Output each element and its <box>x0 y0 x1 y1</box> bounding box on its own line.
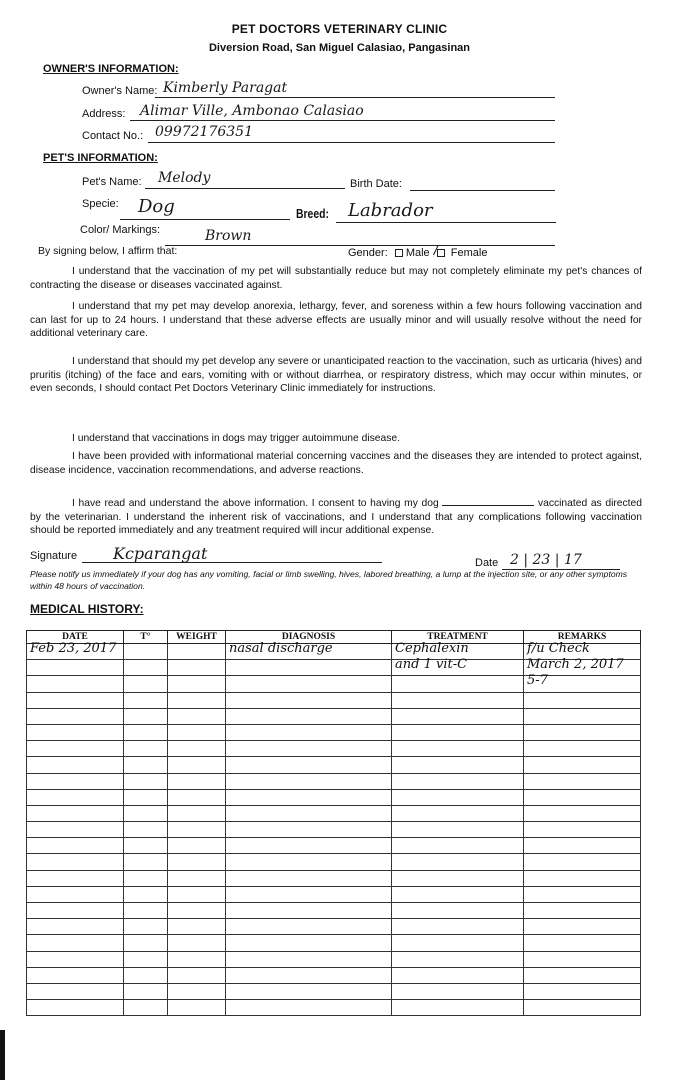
cell-date[interactable] <box>27 983 124 999</box>
consent-p5-text: I have been provided with informational material concerning vaccines and the diseases they are intended to protect against, disease incidence, vaccination recommendations, and adverse reactions. <box>30 451 642 476</box>
cell-weight[interactable] <box>168 903 226 919</box>
cell-remarks[interactable] <box>524 967 641 983</box>
birth-date-line <box>410 190 555 191</box>
table-row <box>27 854 641 870</box>
cell-date[interactable] <box>27 919 124 935</box>
table-row <box>27 838 641 854</box>
cell-weight[interactable] <box>168 967 226 983</box>
cell-weight[interactable] <box>168 757 226 773</box>
consent-p2-text: I understand that my pet may develop anorexia, lethargy, fever, and soreness within a few hours following vaccination and can last for up to 24 hours. I understand that these adverse effects are usually minor and will usually resolve without the need for additional veterinary care. <box>30 301 642 339</box>
cell-remarks[interactable] <box>524 935 641 951</box>
owner-address-line <box>130 120 555 121</box>
cell-date[interactable] <box>27 660 124 676</box>
pet-name-value[interactable]: Melody <box>158 170 211 186</box>
table-row <box>27 903 641 919</box>
owner-name-label: Owner's Name: <box>82 85 158 97</box>
cell-treatment[interactable] <box>392 967 524 983</box>
consent-intro: By signing below, I affirm that: <box>38 245 178 257</box>
cell-diagnosis[interactable] <box>226 935 392 951</box>
cell-temp[interactable] <box>124 741 168 757</box>
cell-diagnosis[interactable] <box>226 870 392 886</box>
cell-temp[interactable] <box>124 919 168 935</box>
table-row <box>27 886 641 902</box>
cell-weight[interactable] <box>168 822 226 838</box>
cell-temp[interactable] <box>124 724 168 740</box>
cell-diagnosis[interactable] <box>226 692 392 708</box>
signature-label: Signature <box>30 550 78 562</box>
consent-paragraph-5 <box>30 450 642 477</box>
cell-diagnosis[interactable] <box>226 724 392 740</box>
cell-date[interactable] <box>27 773 124 789</box>
cell-treatment[interactable] <box>392 773 524 789</box>
table-row <box>27 724 641 740</box>
cell-temp[interactable] <box>124 822 168 838</box>
cell-remarks[interactable] <box>524 741 641 757</box>
table-row <box>27 805 641 821</box>
cell-treatment[interactable] <box>392 951 524 967</box>
consent-paragraph-4 <box>30 432 642 446</box>
cell-temp[interactable] <box>124 854 168 870</box>
table-row <box>27 741 641 757</box>
cell-weight[interactable] <box>168 724 226 740</box>
cell-diagnosis[interactable] <box>226 967 392 983</box>
cell-date[interactable] <box>27 724 124 740</box>
cell-diagnosis[interactable] <box>226 757 392 773</box>
cell-diagnosis[interactable] <box>226 838 392 854</box>
cell-date[interactable] <box>27 870 124 886</box>
cell-temp[interactable] <box>124 660 168 676</box>
cell-treatment[interactable] <box>392 935 524 951</box>
cell-remarks[interactable] <box>524 692 641 708</box>
breed-value[interactable]: Labrador <box>348 200 433 221</box>
cell-date[interactable] <box>27 676 124 692</box>
table-row <box>27 870 641 886</box>
col-weight-header: WEIGHT <box>168 631 226 644</box>
col-temp-header: T° <box>124 631 168 644</box>
cell-diagnosis[interactable] <box>226 708 392 724</box>
scan-edge-mark <box>0 1030 5 1080</box>
specie-label: Specie: <box>82 198 119 210</box>
table-row <box>27 935 641 951</box>
owner-name-value[interactable]: Kimberly Paragat <box>163 80 288 96</box>
cell-remarks[interactable] <box>524 757 641 773</box>
cell-temp[interactable] <box>124 789 168 805</box>
cell-remarks[interactable] <box>524 789 641 805</box>
cell-diagnosis[interactable] <box>226 641 392 660</box>
clinic-name: PET DOCTORS VETERINARY CLINIC <box>231 22 448 36</box>
cell-treatment[interactable] <box>392 789 524 805</box>
owner-address-label: Address: <box>82 108 126 120</box>
cell-treatment[interactable] <box>392 886 524 902</box>
cell-diagnosis[interactable] <box>226 903 392 919</box>
cell-temp[interactable] <box>124 838 168 854</box>
owner-contact-value[interactable]: 09972176351 <box>155 124 253 140</box>
cell-remarks[interactable] <box>524 983 641 999</box>
cell-treatment[interactable] <box>392 1000 524 1016</box>
cell-diagnosis[interactable] <box>226 741 392 757</box>
table-row <box>27 983 641 999</box>
pet-name-line <box>145 188 345 189</box>
specie-line <box>120 219 290 220</box>
consent-p6-start: I have read and understand the above information. I consent to having my dog <box>72 498 439 509</box>
cell-treatment[interactable] <box>392 657 524 676</box>
date-label: Date <box>475 557 499 569</box>
cell-diagnosis[interactable] <box>226 676 392 692</box>
cell-treatment[interactable] <box>392 724 524 740</box>
cell-remarks[interactable] <box>524 773 641 789</box>
cell-remarks[interactable] <box>524 724 641 740</box>
consent-paragraph-2 <box>30 300 642 341</box>
cell-treatment[interactable] <box>392 692 524 708</box>
table-row <box>27 660 641 676</box>
cell-weight[interactable] <box>168 983 226 999</box>
cell-treatment[interactable] <box>392 805 524 821</box>
cell-date[interactable] <box>27 641 124 660</box>
signature-value[interactable]: Kcparangat <box>113 544 208 563</box>
cell-date[interactable] <box>27 886 124 902</box>
cell-weight[interactable] <box>168 886 226 902</box>
female-label: Female <box>450 247 488 259</box>
cell-date[interactable] <box>27 838 124 854</box>
cell-temp[interactable] <box>124 951 168 967</box>
cell-temp[interactable] <box>124 773 168 789</box>
breed-label: Breed: <box>296 206 329 221</box>
cell-temp[interactable] <box>124 644 168 660</box>
cell-diagnosis[interactable] <box>226 1000 392 1016</box>
cell-treatment[interactable] <box>392 854 524 870</box>
cell-diagnosis[interactable] <box>226 983 392 999</box>
cell-remarks-text: March 2, 2017 <box>527 657 624 673</box>
table-row <box>27 789 641 805</box>
cell-date[interactable] <box>27 805 124 821</box>
cell-remarks[interactable] <box>524 919 641 935</box>
cell-temp[interactable] <box>124 692 168 708</box>
cell-temp[interactable] <box>124 967 168 983</box>
cell-temp[interactable] <box>124 805 168 821</box>
cell-date[interactable] <box>27 692 124 708</box>
cell-temp[interactable] <box>124 676 168 692</box>
cell-date[interactable] <box>27 935 124 951</box>
cell-weight[interactable] <box>168 951 226 967</box>
cell-remarks[interactable] <box>524 708 641 724</box>
consent-p6-end: vaccinated as directed by the veterinarian. I understand the inherent risk of vaccinations, and I understand that any complications following vaccination should be reported immediately and any treatment required will incur additional expense. <box>30 498 642 536</box>
table-row <box>27 773 641 789</box>
notify-notice: Please notify us immediately if your dog has any vomiting, facial or limb swelling, hives, labored breathing, a lump at the injection site, or any other symptoms within 48 hours of vaccination. <box>30 569 628 591</box>
consent-paragraph-3 <box>30 355 642 396</box>
table-row <box>27 919 641 935</box>
cell-diagnosis[interactable] <box>226 886 392 902</box>
cell-treatment[interactable] <box>392 903 524 919</box>
specie-value[interactable]: Dog <box>138 196 175 217</box>
consent-p3-text: I understand that should my pet develop any severe or unanticipated reaction to the vaccination, such as urticaria (hives) and pruritis (itching) of the face and ears, vomiting with or without diarrhea, or respiratory distress, which may occur within minutes, or even seconds, I should contact Pet Doctors Veterinary Clinic immediately for instructions. <box>30 356 642 394</box>
birth-date-label: Birth Date: <box>350 178 402 190</box>
cell-date[interactable] <box>27 903 124 919</box>
dog-name-blank[interactable] <box>442 496 534 506</box>
owner-contact-label: Contact No.: <box>82 130 144 142</box>
medical-history-body <box>27 641 641 1016</box>
cell-diagnosis[interactable] <box>226 805 392 821</box>
table-row <box>27 967 641 983</box>
cell-weight[interactable] <box>168 773 226 789</box>
cell-weight[interactable] <box>168 789 226 805</box>
cell-remarks-text: 5-7 <box>527 673 548 689</box>
medical-history-heading: MEDICAL HISTORY: <box>30 602 144 616</box>
cell-remarks[interactable] <box>524 886 641 902</box>
cell-weight[interactable] <box>168 935 226 951</box>
color-line <box>165 245 555 246</box>
cell-date[interactable] <box>27 822 124 838</box>
cell-weight[interactable] <box>168 838 226 854</box>
cell-date-text: Feb 23, 2017 <box>30 641 117 656</box>
cell-temp[interactable] <box>124 870 168 886</box>
cell-weight[interactable] <box>168 692 226 708</box>
cell-treatment[interactable] <box>392 983 524 999</box>
col-diagnosis-header: DIAGNOSIS <box>226 631 392 644</box>
cell-weight[interactable] <box>168 805 226 821</box>
cell-diagnosis[interactable] <box>226 919 392 935</box>
cell-treatment[interactable] <box>392 757 524 773</box>
cell-date[interactable] <box>27 741 124 757</box>
cell-treatment[interactable] <box>392 838 524 854</box>
cell-weight[interactable] <box>168 919 226 935</box>
cell-temp[interactable] <box>124 886 168 902</box>
owner-name-line <box>155 97 555 98</box>
cell-weight[interactable] <box>168 741 226 757</box>
cell-treatment[interactable] <box>392 822 524 838</box>
cell-treatment-text: Cephalexin <box>395 641 469 656</box>
cell-date[interactable] <box>27 757 124 773</box>
cell-treatment[interactable] <box>392 708 524 724</box>
col-remarks-header: REMARKS <box>524 631 641 644</box>
cell-diagnosis[interactable] <box>226 660 392 676</box>
pet-name-label: Pet's Name: <box>82 176 142 188</box>
cell-weight[interactable] <box>168 854 226 870</box>
color-label: Color/ Markings: <box>80 224 161 236</box>
cell-weight[interactable] <box>168 644 226 660</box>
color-value[interactable]: Brown <box>205 228 252 244</box>
cell-remarks-text: f/u Check <box>527 641 590 656</box>
cell-date[interactable] <box>27 951 124 967</box>
clinic-address: Diversion Road, San Miguel Calasiao, Pangasinan <box>208 42 470 54</box>
cell-diagnosis[interactable] <box>226 822 392 838</box>
cell-remarks[interactable] <box>524 854 641 870</box>
male-checkbox[interactable] <box>395 249 403 257</box>
male-label: Male <box>405 247 430 259</box>
owner-contact-line <box>148 142 555 143</box>
table-row <box>27 692 641 708</box>
table-row <box>27 676 641 692</box>
table-row <box>27 757 641 773</box>
col-date-header: DATE <box>27 631 124 644</box>
cell-remarks[interactable] <box>524 838 641 854</box>
cell-date[interactable] <box>27 1000 124 1016</box>
cell-remarks[interactable] <box>524 673 641 692</box>
cell-date[interactable] <box>27 708 124 724</box>
pet-section-heading: PET'S INFORMATION: <box>43 152 158 164</box>
cell-temp[interactable] <box>124 983 168 999</box>
cell-remarks[interactable] <box>524 903 641 919</box>
consent-p4-text: I understand that vaccinations in dogs may trigger autoimmune disease. <box>72 433 400 444</box>
cell-treatment[interactable] <box>392 741 524 757</box>
cell-date[interactable] <box>27 854 124 870</box>
owner-section-heading: OWNER'S INFORMATION: <box>43 63 179 75</box>
cell-treatment-text: and 1 vit-C <box>395 657 468 673</box>
cell-diagnosis-text: nasal discharge <box>229 641 333 656</box>
cell-temp[interactable] <box>124 757 168 773</box>
gender-label: Gender: <box>348 247 388 259</box>
cell-remarks[interactable] <box>524 822 641 838</box>
cell-diagnosis[interactable] <box>226 773 392 789</box>
female-check-mark: / <box>433 242 438 258</box>
date-value[interactable]: 2 | 23 | 17 <box>510 552 582 568</box>
cell-date[interactable] <box>27 789 124 805</box>
table-row <box>27 708 641 724</box>
consent-paragraph-1 <box>30 265 642 292</box>
cell-weight[interactable] <box>168 660 226 676</box>
cell-weight[interactable] <box>168 870 226 886</box>
cell-remarks[interactable] <box>524 805 641 821</box>
medical-history-table <box>26 630 641 1016</box>
consent-p1-text: I understand that the vaccination of my pet will substantially reduce but may not completely eliminate my pet's chances of contracting the disease or diseases vaccinated against. <box>30 266 642 291</box>
cell-treatment[interactable] <box>392 919 524 935</box>
cell-diagnosis[interactable] <box>226 854 392 870</box>
cell-date[interactable] <box>27 967 124 983</box>
cell-remarks[interactable] <box>524 951 641 967</box>
owner-address-value[interactable]: Alimar Ville, Ambonao Calasiao <box>140 103 364 119</box>
breed-line <box>336 222 556 223</box>
table-row <box>27 1000 641 1016</box>
cell-weight[interactable] <box>168 708 226 724</box>
cell-diagnosis[interactable] <box>226 951 392 967</box>
cell-remarks[interactable] <box>524 870 641 886</box>
cell-weight[interactable] <box>168 676 226 692</box>
cell-temp[interactable] <box>124 708 168 724</box>
table-row <box>27 951 641 967</box>
consent-paragraph-6 <box>30 496 642 538</box>
cell-remarks[interactable] <box>524 1000 641 1016</box>
cell-treatment[interactable] <box>392 870 524 886</box>
cell-diagnosis[interactable] <box>226 789 392 805</box>
cell-temp[interactable] <box>124 903 168 919</box>
cell-temp[interactable] <box>124 935 168 951</box>
cell-temp[interactable] <box>124 1000 168 1016</box>
table-row <box>27 822 641 838</box>
gender-field <box>348 242 488 259</box>
cell-treatment[interactable] <box>392 676 524 692</box>
cell-weight[interactable] <box>168 1000 226 1016</box>
col-treatment-header: TREATMENT <box>392 631 524 644</box>
